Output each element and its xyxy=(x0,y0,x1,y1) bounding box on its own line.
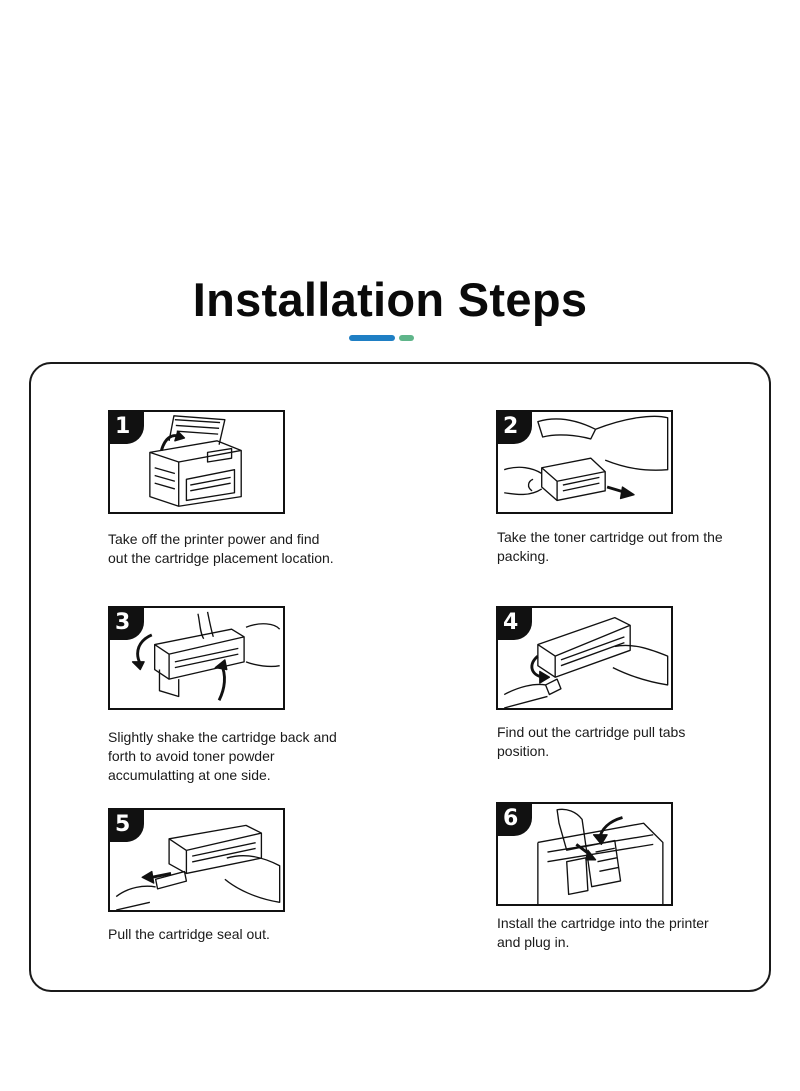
step-6-number: 6 xyxy=(496,802,532,836)
step-1-illustration xyxy=(108,410,285,514)
step-5-text: Pull the cartridge seal out. xyxy=(108,926,270,942)
title-accent-bar-blue xyxy=(349,335,395,341)
step-1-number: 1 xyxy=(108,410,144,444)
step-2-number: 2 xyxy=(496,410,532,444)
step-2-text: Take the toner cartridge out from the packing. xyxy=(497,529,723,564)
step-3-number: 3 xyxy=(108,606,144,640)
step-2-illustration xyxy=(496,410,673,514)
step-5-illustration xyxy=(108,808,285,912)
page-title: Installation Steps xyxy=(192,273,588,326)
step-5-number: 5 xyxy=(108,808,144,842)
step-4-text: Find out the cartridge pull tabs position. xyxy=(497,724,686,759)
step-4-number: 4 xyxy=(496,606,532,640)
step-4-illustration xyxy=(496,606,673,710)
step-6-text: Install the cartridge into the printer and plug in. xyxy=(497,915,709,950)
step-6-illustration xyxy=(496,802,673,906)
title-accent-bar-green xyxy=(399,335,414,341)
step-1-text: Take off the printer power and find out the cartridge placement location. xyxy=(108,531,334,566)
step-3-illustration xyxy=(108,606,285,710)
step-3-text: Slightly shake the cartridge back and forth to avoid toner powder accumulatting at one side. xyxy=(108,729,337,783)
